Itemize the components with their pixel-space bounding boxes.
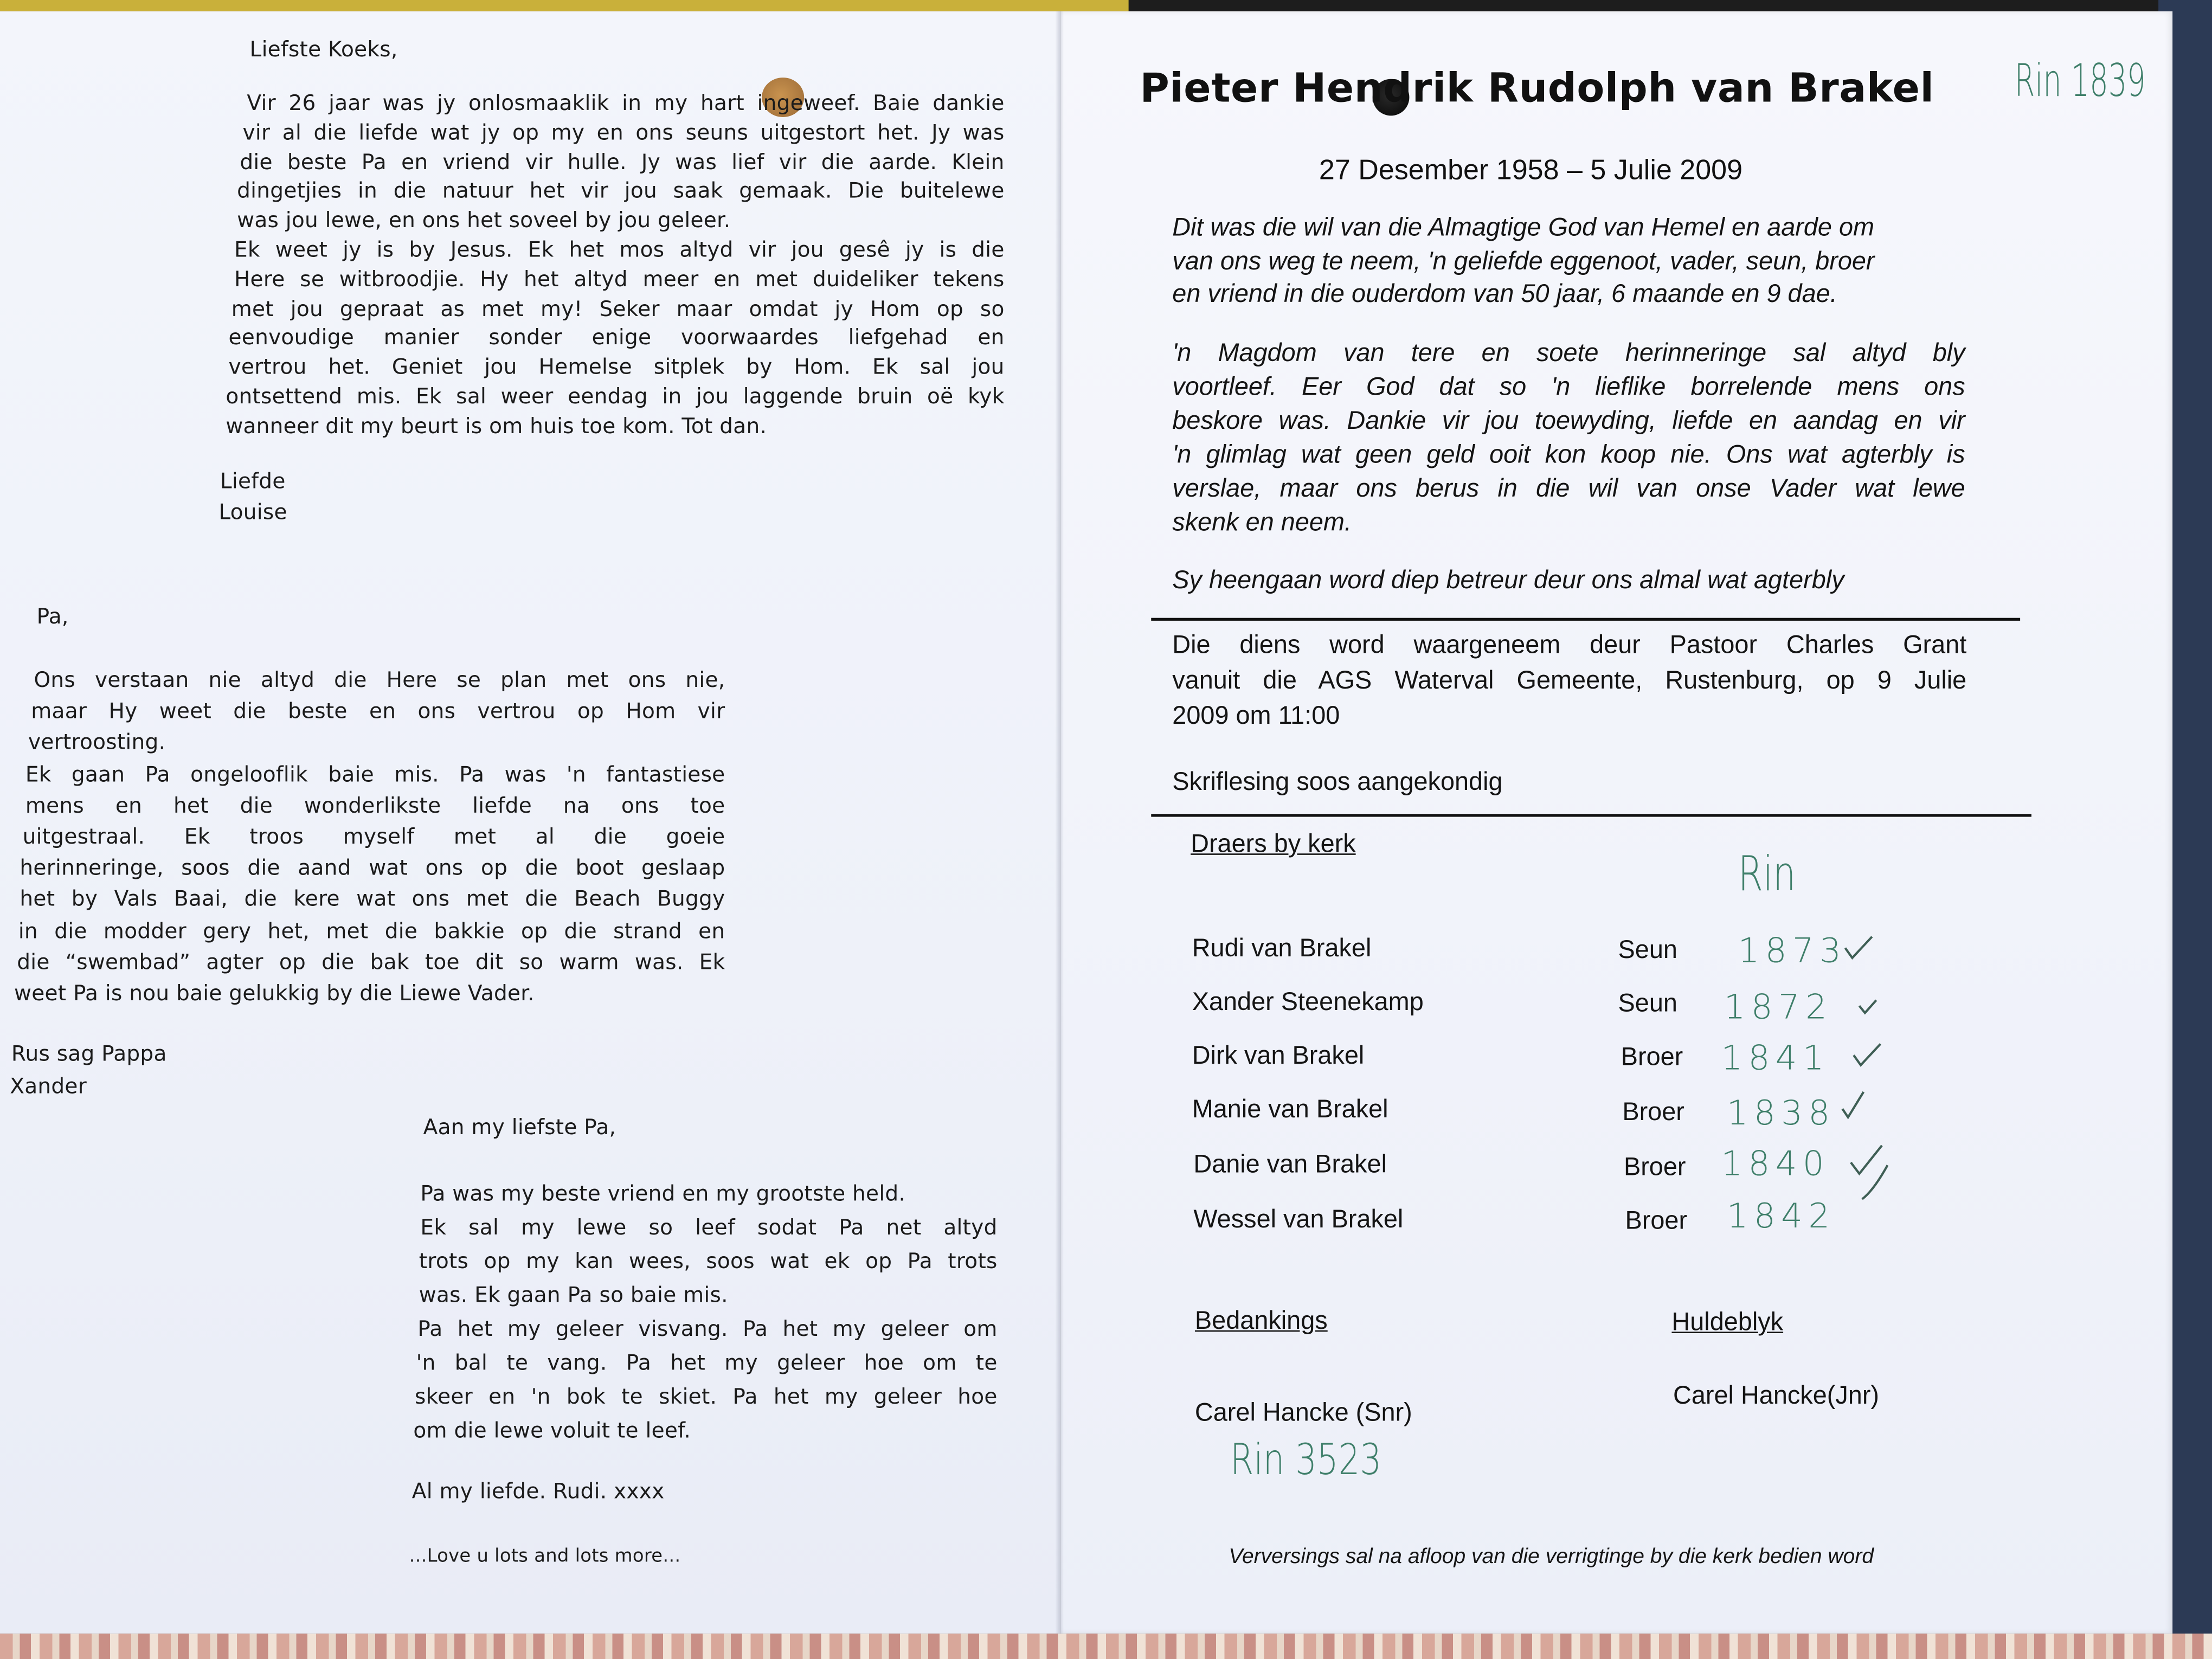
service-line: 2009 om 11:00 [1172, 701, 1340, 730]
xander-line: uitgestraal. Ek troos myself met al die goeie [22, 824, 725, 850]
handwritten-number: 1873 [1738, 931, 1847, 971]
handwritten-number: 1840 [1721, 1144, 1830, 1184]
rudi-line: om die lewe voluit te leef. [413, 1418, 691, 1443]
rudi-line: Pa het my geleer visvang. Pa het my geleer om [417, 1316, 998, 1342]
check-mark-icon [1840, 1089, 1868, 1120]
koeks-line: met jou gepraat as met my! Seker maar omdat jy Hom op so [231, 295, 1005, 321]
rudi-closing: Al my liefde. Rudi. xxxx [411, 1478, 665, 1504]
pallbearer-name: Xander Steenekamp [1192, 987, 1424, 1016]
mourning-line: Sy heengaan word diep betreur deur ons almal wat agterbly [1172, 565, 1844, 594]
paragraph-line: beskore was. Dankie vir jou toewyding, liefde en aandag en vir [1172, 406, 1965, 435]
xander-line: herinneringe, soos die aand wat ons op die boot geslaap [20, 855, 725, 880]
koeks-line: eenvoudige manier sonder enige voorwaardes liefgehad en [228, 325, 1005, 351]
rudi-postscript: ...Love u lots and lots more... [409, 1546, 681, 1567]
koeks-line: Here se witbroodjie. Hy het altyd meer en met duideliker tekens [234, 266, 1005, 292]
koeks-line: die beste Pa en vriend vir hulle. Jy was lief vir die aarde. Klein [240, 149, 1005, 175]
service-details [1172, 628, 1966, 734]
koeks-line: wanneer dit my beurt is om huis toe kom. Tot dan. [226, 413, 767, 439]
handwritten-number: 1838 [1726, 1093, 1836, 1133]
paragraph-line: voortleef. Eer God dat so 'n lieflike borrelende mens ons [1172, 372, 1965, 401]
paragraph-memories [1172, 336, 1965, 539]
xander-signature: Xander [10, 1073, 87, 1099]
handwritten-note-bottom: Rin 3523 [1230, 1436, 1382, 1486]
koeks-letter-body [226, 89, 1004, 441]
handwritten-number: 1842 [1726, 1196, 1836, 1236]
pallbearer-name: Danie van Brakel [1193, 1149, 1387, 1178]
handwritten-number: 1872 [1724, 987, 1833, 1027]
koeks-line: vir al die liefde wat jy op my en ons seuns uitgestort het. Jy was [242, 119, 1005, 145]
page-fold [1055, 11, 1064, 1634]
paragraph-line: 'n glimlag wat geen geld ooit kon koop nie. Ons wat agterbly is [1172, 440, 1965, 468]
pallbearer-relation: Broer [1622, 1097, 1684, 1126]
pallbearer-relation: Seun [1618, 989, 1677, 1018]
handwritten-note-top-right: Rin 1839 [2014, 53, 2146, 107]
check-mark-icon [1848, 1140, 1891, 1205]
koeks-line: ontsettend mis. Ek sal weer eendag in jou laggende bruin oë kyk [226, 383, 1005, 409]
koeks-salutation: Liefste Koeks, [249, 36, 398, 62]
koeks-closing: Liefde [220, 468, 286, 494]
rudi-line: Pa was my beste vriend en my grootste held. [420, 1180, 906, 1206]
xander-closing: Rus sag Pappa [11, 1041, 167, 1067]
pallbearer-name: Dirk van Brakel [1192, 1041, 1365, 1070]
pallbearer-relation: Seun [1618, 935, 1677, 964]
xander-line: Ek gaan Pa ongelooflik baie mis. Pa was 'n fantastiese [25, 761, 725, 787]
paragraph-line: verslae, maar ons berus in die wil van onse Vader wat lewe [1172, 474, 1965, 503]
rudi-letter-body [412, 1176, 998, 1448]
pallbearer-name: Rudi van Brakel [1192, 934, 1372, 962]
pallbearer-relation: Broer [1623, 1152, 1686, 1181]
xander-line: mens en het die wonderlikste liefde na ons toe [25, 792, 725, 818]
handwritten-number: 1841 [1721, 1038, 1830, 1078]
refreshments-note: Verversings sal na afloop van die verrigtinge by die kerk bedien word [1229, 1545, 1874, 1569]
rudi-line: skeer en 'n bok te skiet. Pa het my geleer hoe [415, 1384, 998, 1410]
service-line: vanuit die AGS Waterval Gemeente, Rustenburg, op 9 Julie [1172, 666, 1967, 695]
divider-2 [1151, 814, 2031, 816]
pallbearer-name: Wessel van Brakel [1193, 1205, 1404, 1233]
thanks-heading: Bedankings [1194, 1306, 1328, 1335]
xander-line: het by Vals Baai, die kere wat ons met die Beach Buggy [20, 886, 725, 912]
koeks-line: Ek weet jy is by Jesus. Ek het mos altyd vir jou gesê jy is die [234, 237, 1005, 262]
background-strip-top [0, 0, 2212, 11]
rudi-line: Ek sal my lewe so leef sodat Pa net altyd [420, 1214, 998, 1240]
tribute-heading: Huldeblyk [1671, 1308, 1784, 1336]
rudi-salutation: Aan my liefste Pa, [423, 1114, 616, 1140]
rudi-line: 'n bal te vang. Pa het my geleer hoe om te [416, 1350, 998, 1375]
xander-line: vertroosting. [28, 730, 166, 756]
check-mark-icon [1842, 934, 1876, 962]
paragraph-line: skenk en neem. [1172, 507, 1352, 536]
divider-1 [1151, 618, 2020, 621]
rudi-line: was. Ek gaan Pa so baie mis. [419, 1282, 728, 1308]
paragraph-will-of-god [1172, 211, 1969, 311]
xander-line: die “swembad” agter op die bak toe dit so warm was. Ek [17, 949, 725, 975]
tablecloth-strip [0, 1634, 2212, 1659]
paragraph-line: en vriend in die ouderdom van 50 jaar, 6 maande en 9 dae. [1172, 279, 1837, 308]
pallbearers-heading: Draers by kerk [1191, 829, 1356, 858]
pallbearer-relation: Broer [1625, 1206, 1688, 1234]
koeks-signature: Louise [218, 499, 287, 525]
service-line: Die diens word waargeneem deur Pastoor Charles Grant [1172, 631, 1967, 659]
handwritten-note-rin: Rin [1738, 846, 1796, 903]
xander-salutation: Pa, [36, 603, 69, 629]
pallbearer-relation: Broer [1621, 1042, 1683, 1071]
xander-letter-body [14, 665, 725, 1009]
koeks-line: was jou lewe, en ons het soveel by jou geleer. [237, 207, 731, 233]
koeks-line: dingetjies in die natuur het vir jou saak gemaak. Die buitelewe [237, 178, 1005, 204]
paragraph-line: 'n Magdom van tere en soete herinneringe sal altyd bly [1172, 338, 1965, 367]
paragraph-line: van ons weg te neem, 'n geliefde eggenoot, vader, seun, broer [1172, 246, 1875, 275]
check-mark-icon [1856, 996, 1879, 1015]
xander-line: weet Pa is nou baie gelukkig by die Liewe Vader. [14, 980, 535, 1006]
rudi-line: trots op my kan wees, soos wat ek op Pa trots [419, 1248, 998, 1274]
thanks-name: Carel Hancke (Snr) [1194, 1398, 1412, 1426]
koeks-line: vertrou het. Geniet jou Hemelse sitplek by Hom. Ek sal jou [228, 354, 1005, 380]
pallbearer-name: Manie van Brakel [1192, 1095, 1388, 1123]
xander-line: maar Hy weet die beste en ons vertrou op Hom vir [31, 698, 725, 724]
scripture-reading: Skriflesing soos aangekondig [1172, 767, 1503, 796]
paragraph-line: Dit was die wil van die Almagtige God van Hemel en aarde om [1172, 213, 1875, 241]
xander-line: Ons verstaan nie altyd die Here se plan met ons nie, [34, 667, 725, 693]
tribute-name: Carel Hancke(Jnr) [1673, 1381, 1880, 1410]
check-mark-icon [1851, 1041, 1885, 1069]
deceased-name: Pieter Hendrik Rudolph van Brakel [1140, 65, 1934, 112]
koeks-line: Vir 26 jaar was jy onlosmaaklik in my hart ingeweef. Baie dankie [247, 90, 1005, 116]
life-dates: 27 Desember 1958 – 5 Julie 2009 [1319, 155, 1743, 187]
xander-line: in die modder gery het, met die bakkie op die strand en [18, 917, 725, 943]
